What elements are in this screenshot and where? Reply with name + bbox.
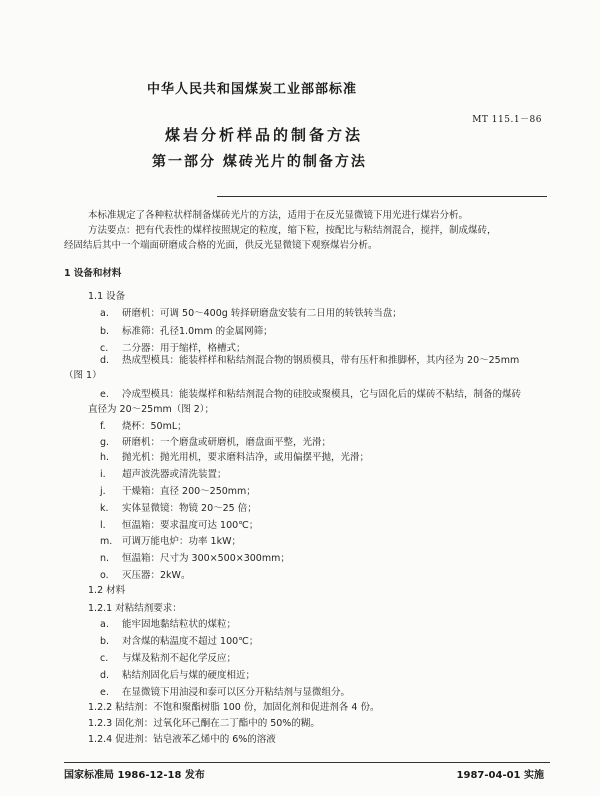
list-item: 在显微镜下用油浸和泰可以区分开粘结剂与显微组分。 [122, 687, 351, 698]
section-heading: 1 设备和材料 [64, 268, 122, 279]
list-label: k. [100, 503, 109, 514]
effective-date: 1987-04-01 实施 [456, 770, 544, 781]
list-label: f. [100, 421, 106, 432]
standard-code: MT 115.1－86 [472, 115, 542, 125]
list-label: d. [100, 670, 110, 681]
curing-agent-spec: 1.2.3 固化剂：过氧化环己酮在二丁酯中的 50%的糊。 [88, 718, 320, 729]
intro-line: 本标准规定了各种粒状样制备煤砖光片的方法，适用于在反光显微镜下用光进行煤岩分析。 [88, 210, 469, 221]
subsection-heading: 1.1 设备 [88, 291, 126, 302]
list-label: e. [100, 389, 109, 400]
intro-line: 方法要点：把有代表性的煤样按照规定的粒度，缩下粒，按配比与粘结剂混合，搅拌，制成煤砖， [88, 225, 497, 236]
standard-org-header: 中华人民共和国煤炭工业部部标准 [147, 82, 358, 97]
list-label: l. [100, 520, 106, 531]
list-label: m. [100, 536, 113, 547]
list-item: 恒温箱：尺寸为 300×500×300mm； [122, 553, 290, 564]
list-item: 标准筛：孔径1.0mm 的金属网筛； [122, 326, 273, 337]
list-item: 抛光机：抛光用机，要求磨料洁净，或用偏摆平抛，光滑； [122, 452, 370, 463]
list-item: 恒温箱：要求温度可达 100℃； [122, 520, 259, 531]
intro-line: 经固结后其中一个端面研磨成合格的光面，供反光显微镜下观察煤岩分析。 [64, 240, 378, 251]
footer-divider [64, 762, 550, 763]
list-item: 冷成型模具：能装煤样和粘结剂混合物的硅胶或聚模具，它与固化后的煤砖不粘结，制备的煤砖 [122, 389, 522, 400]
list-item: 热成型模具：能装样样和粘结剂混合物的钢质模具，带有压杆和推脚杯，其内径为 20～25mm [122, 355, 520, 366]
list-label: a. [100, 308, 109, 319]
list-item: 与煤及粘剂不起化学反应； [122, 653, 237, 664]
list-label: c. [100, 653, 109, 664]
list-label: b. [100, 326, 110, 337]
publish-date: 国家标准局 1986-12-18 发布 [64, 770, 205, 781]
list-label: g. [100, 437, 110, 448]
list-label: c. [100, 343, 109, 354]
list-item: 对含煤的粘温度不超过 100℃； [122, 636, 259, 647]
list-item: 实体显微镜：物镜 20～25 倍； [122, 503, 257, 514]
list-item-continuation: （图 1） [64, 370, 102, 381]
list-item: 研磨机：一个磨盘或研磨机，磨盘面平整，光滑； [122, 437, 332, 448]
list-label: d. [100, 355, 110, 366]
list-item: 粘结剂固化后与煤的硬度相近； [122, 670, 256, 681]
subsection-heading: 1.2 材料 [88, 585, 126, 596]
list-label: o. [100, 570, 109, 581]
binder-spec: 1.2.2 粘结剂：不饱和聚酯树脂 100 份，加固化剂和促进剂各 4 份。 [88, 702, 380, 713]
list-item: 研磨机：可调 50～400g 转择研磨盘安装有二日用的转铁转当盘； [122, 308, 402, 319]
list-item: 烧杯：50mL； [122, 421, 187, 432]
list-label: h. [100, 452, 110, 463]
list-item: 可调万能电炉：功率 1kW； [122, 536, 241, 547]
list-item: 能牢固地黏结粒状的煤粒； [122, 619, 237, 630]
title-divider [217, 196, 547, 197]
list-label: j. [100, 486, 106, 497]
document-subtitle: 第一部分 煤砖光片的制备方法 [152, 154, 367, 170]
list-item: 二分器：用于缩样，格槽式； [122, 343, 246, 354]
list-item: 干燥箱：直径 200～250mm； [122, 486, 256, 497]
list-item: 超声波洗器或清洗装置； [122, 469, 227, 480]
document-title: 煤岩分析样品的制备方法 [165, 126, 364, 144]
subsection-heading: 1.2.1 对粘结剂要求： [88, 603, 182, 614]
list-item: 灭压器：2kW。 [122, 570, 191, 581]
list-label: a. [100, 619, 109, 630]
list-label: i. [100, 469, 106, 480]
list-item-continuation: 直径为 20～25mm（图 2）； [88, 404, 215, 415]
list-label: e. [100, 687, 109, 698]
list-label: n. [100, 553, 110, 564]
accelerator-spec: 1.2.4 促进剂：钴皂液苯乙烯中的 6%的溶液 [88, 734, 276, 745]
list-label: b. [100, 636, 110, 647]
